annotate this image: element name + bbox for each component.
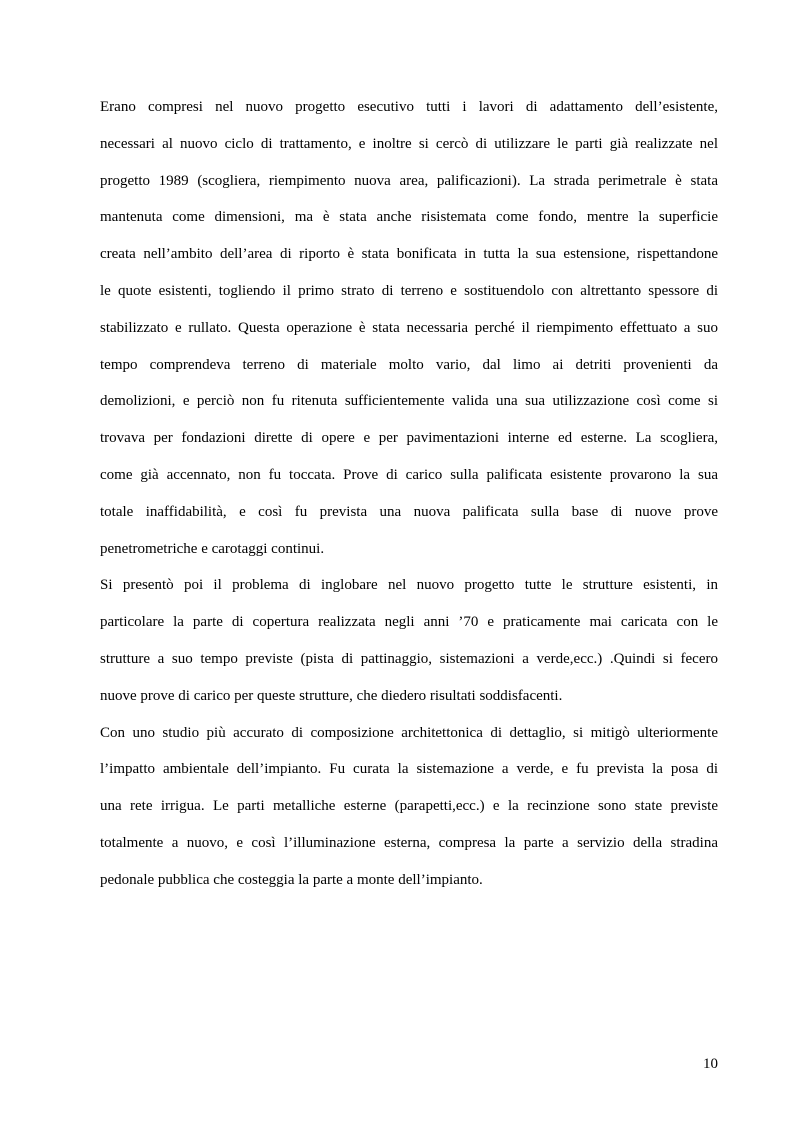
page-number: 10 (703, 1056, 718, 1072)
paragraph-1 (100, 89, 718, 567)
text-line: pedonale pubblica che costeggia la parte a monte dell’impianto. (100, 871, 483, 888)
text-line: strutture a suo tempo previste (pista di pattinaggio, sistemazioni a verde,ecc.) .Quindi si fecero (100, 650, 718, 667)
text-line: trovava per fondazioni dirette di opere e per pavimentazioni interne ed esterne. La scogliera, (100, 430, 718, 447)
text-line: Si presentò poi il problema di inglobare nel nuovo progetto tutte le strutture esistenti, in (100, 577, 718, 594)
text-line: particolare la parte di copertura realizzata negli anni ’70 e praticamente mai caricata con le (100, 614, 718, 631)
body-text (100, 89, 718, 899)
text-line: stabilizzato e rullato. Questa operazione è stata necessaria perché il riempimento effettuato a suo (100, 319, 718, 336)
text-line: penetrometriche e carotaggi continui. (100, 540, 325, 557)
text-line: Con uno studio più accurato di composizione architettonica di dettaglio, si mitigò ulteriormente (100, 724, 718, 741)
text-line: le quote esistenti, togliendo il primo strato di terreno e sostituendolo con altrettanto spessore di (100, 282, 718, 299)
text-line: Erano compresi nel nuovo progetto esecutivo tutti i lavori di adattamento dell’esistente, (100, 99, 718, 115)
text-line: tempo comprendeva terreno di materiale molto vario, dal limo ai detriti provenienti da (100, 356, 718, 373)
paragraph-2 (100, 567, 718, 714)
text-line: mantenuta come dimensioni, ma è stata anche risistemata come fondo, mentre la superficie (100, 209, 718, 226)
text-line: demolizioni, e perciò non fu ritenuta sufficientemente valida una sua utilizzazione così come si (100, 393, 718, 410)
text-line: necessari al nuovo ciclo di trattamento, e inoltre si cercò di utilizzare le parti già realizzate nel (100, 135, 718, 152)
text-line: come già accennato, non fu toccata. Prove di carico sulla palificata esistente provarono la sua (100, 466, 718, 483)
text-line: totale inaffidabilità, e così fu prevista una nuova palificata sulla base di nuove prove (100, 503, 718, 520)
text-line: nuove prove di carico per queste strutture, che diedero risultati soddisfacenti. (100, 687, 563, 704)
paragraph-3 (100, 715, 718, 899)
text-line: totalmente a nuovo, e così l’illuminazione esterna, compresa la parte a servizio della stradina (100, 834, 718, 851)
text-line: progetto 1989 (scogliera, riempimento nuova area, palificazioni). La strada perimetrale è stata (100, 172, 718, 189)
text-line: creata nell’ambito dell’area di riporto è stata bonificata in tutta la sua estensione, rispettandone (100, 246, 718, 263)
text-line: una rete irrigua. Le parti metalliche esterne (parapetti,ecc.) e la recinzione sono state previste (100, 798, 718, 815)
text-line: l’impatto ambientale dell’impianto. Fu curata la sistemazione a verde, e fu prevista la posa di (100, 761, 718, 778)
